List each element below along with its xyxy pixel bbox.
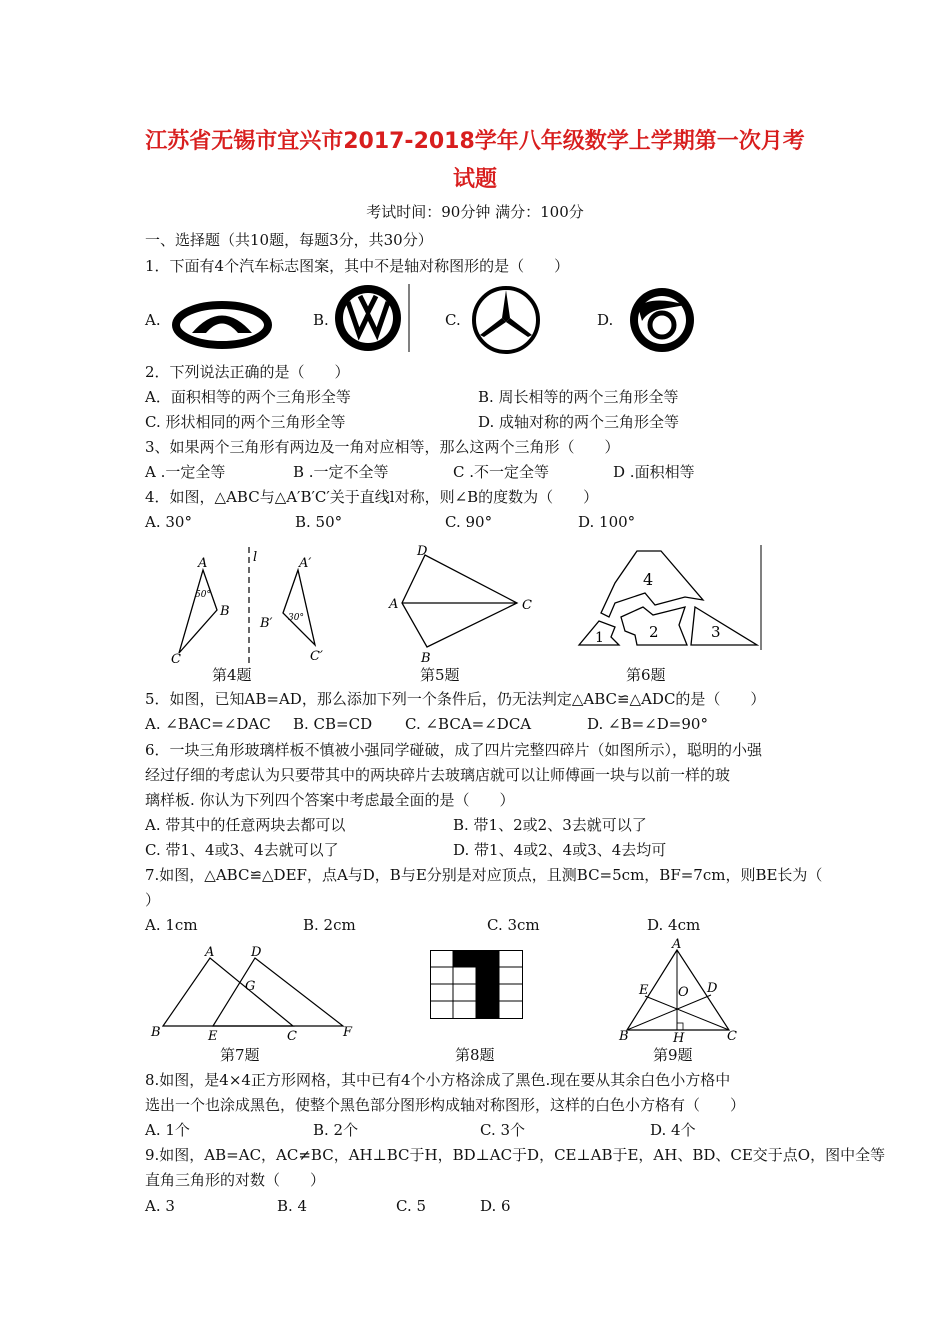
q8-option-d: D. 4个 bbox=[650, 1121, 696, 1139]
fig9-label-a: A bbox=[672, 938, 682, 952]
fig4-angle-30: 30° bbox=[288, 613, 304, 623]
q1-label-a: A. bbox=[145, 311, 161, 329]
exam-meta: 考试时间：90分钟 满分：100分 bbox=[366, 203, 584, 221]
fig4-label-c: C bbox=[171, 652, 181, 667]
fig6-caption: 第6题 bbox=[626, 666, 666, 684]
fig7-caption: 第7题 bbox=[220, 1046, 260, 1064]
fig4-label-c-prime: C′ bbox=[310, 649, 323, 664]
q8-option-b: B. 2个 bbox=[313, 1121, 359, 1139]
q3-option-d: D .面积相等 bbox=[613, 463, 695, 481]
q2-option-d: D. 成轴对称的两个三角形全等 bbox=[478, 413, 680, 431]
fig6-piece-2: 2 bbox=[649, 623, 659, 641]
q5-option-d: D. ∠B=∠D=90° bbox=[587, 715, 708, 733]
fig5-label-a: A bbox=[389, 597, 399, 612]
q6-stem-line1: 6．一块三角形玻璃样板不慎被小强同学碰破，成了四片完整四碎片（如图所示），聪明的小强 bbox=[145, 741, 763, 759]
fig7-label-f: F bbox=[343, 1025, 353, 1040]
q4-option-c: C. 90° bbox=[445, 513, 493, 531]
q7-option-b: B. 2cm bbox=[303, 916, 356, 934]
figure-7 bbox=[145, 944, 360, 1044]
fig4-angle-50: 50° bbox=[195, 590, 211, 600]
q2-option-a: A．面积相等的两个三角形全等 bbox=[145, 388, 351, 406]
q5-stem: 5．如图，已知AB=AD，那么添加下列一个条件后，仍无法判定△ABC≌△ADC的是（ ） bbox=[145, 690, 766, 708]
fig9-label-b: B bbox=[619, 1029, 629, 1043]
figure-9 bbox=[615, 938, 740, 1043]
q9-option-a: A. 3 bbox=[145, 1197, 175, 1215]
q3-option-b: B .一定不全等 bbox=[293, 463, 389, 481]
fig6-piece-4: 4 bbox=[643, 570, 654, 589]
car-logo-d bbox=[622, 285, 702, 355]
q9-option-b: B. 4 bbox=[277, 1197, 308, 1215]
figure-4 bbox=[165, 545, 335, 667]
fig9-label-c: C bbox=[727, 1029, 737, 1043]
fig5-caption: 第5题 bbox=[420, 666, 460, 684]
fig4-label-l: l bbox=[253, 550, 258, 565]
fig9-label-h: H bbox=[673, 1031, 685, 1043]
q4-stem: 4．如图，△ABC与△A′B′C′关于直线l对称，则∠B的度数为（ ） bbox=[145, 488, 599, 506]
fig7-label-a: A bbox=[205, 945, 215, 960]
q5-option-c: C. ∠BCA=∠DCA bbox=[405, 715, 532, 733]
q4-option-b: B. 50° bbox=[295, 513, 343, 531]
q2-option-c: C. 形状相同的两个三角形全等 bbox=[145, 413, 346, 431]
q5-option-a: A. ∠BAC=∠DAC bbox=[145, 715, 271, 733]
fig6-piece-1: 1 bbox=[595, 630, 604, 646]
fig6-piece-3: 3 bbox=[711, 623, 721, 641]
q3-option-c: C .不一定全等 bbox=[453, 463, 550, 481]
q2-option-b: B. 周长相等的两个三角形全等 bbox=[478, 388, 679, 406]
fig7-label-e: E bbox=[208, 1029, 218, 1044]
q9-option-c: C. 5 bbox=[396, 1197, 427, 1215]
q7-option-d: D. 4cm bbox=[647, 916, 701, 934]
q7-option-c: C. 3cm bbox=[487, 916, 540, 934]
fig7-label-d: D bbox=[251, 945, 262, 960]
q7-option-a: A. 1cm bbox=[145, 916, 198, 934]
q8-option-c: C. 3个 bbox=[480, 1121, 526, 1139]
car-logo-a bbox=[172, 300, 272, 350]
section-heading: 一、选择题（共10题，每题3分，共30分） bbox=[145, 231, 433, 249]
q5-option-b: B. CB=CD bbox=[293, 715, 373, 733]
q8-stem-line2: 选出一个也涂成黑色，使整个黑色部分图形构成轴对称图形，这样的白色小方格有（ ） bbox=[145, 1096, 746, 1114]
fig7-label-g: G bbox=[245, 979, 256, 994]
q6-option-c: C. 带1、4或3、4去就可以了 bbox=[145, 841, 339, 859]
q6-option-a: A. 带其中的任意两块去都可以 bbox=[145, 816, 346, 834]
q7-stem-line2: ） bbox=[145, 891, 161, 909]
fig5-label-b: B bbox=[421, 651, 431, 666]
car-logo-c bbox=[470, 285, 542, 355]
q6-option-b: B. 带1、2或2、3去就可以了 bbox=[453, 816, 647, 834]
fig5-label-d: D bbox=[417, 545, 428, 559]
fig4-caption: 第4题 bbox=[212, 666, 252, 684]
fig9-label-o: O bbox=[678, 985, 689, 1000]
q9-option-d: D. 6 bbox=[480, 1197, 511, 1215]
q4-option-a: A. 30° bbox=[145, 513, 192, 531]
fig9-caption: 第9题 bbox=[653, 1046, 693, 1064]
q8-stem-line1: 8.如图，是4×4正方形网格，其中已有4个小方格涂成了黑色.现在要从其余白色小方格中 bbox=[145, 1071, 731, 1089]
fig5-label-c: C bbox=[522, 598, 532, 613]
figure-5 bbox=[385, 545, 545, 667]
fig8-caption: 第8题 bbox=[455, 1046, 495, 1064]
q6-stem-line3: 璃样板. 你认为下列四个答案中考虑最全面的是（ ） bbox=[145, 791, 515, 809]
q3-option-a: A .一定全等 bbox=[145, 463, 226, 481]
figure-6 bbox=[575, 545, 765, 653]
document-title-line2: 试题 bbox=[452, 167, 497, 192]
fig4-label-a-prime: A′ bbox=[299, 556, 312, 571]
document-title-line1: 江苏省无锡市宜兴市2017-2018学年八年级数学上学期第一次月考 bbox=[145, 129, 805, 154]
q6-option-d: D. 带1、4或2、4或3、4去均可 bbox=[453, 841, 667, 859]
figure-8 bbox=[430, 950, 524, 1020]
fig9-label-d: D bbox=[707, 981, 718, 996]
q6-stem-line2: 经过仔细的考虑认为只要带其中的两块碎片去玻璃店就可以让师傅画一块与以前一样的玻 bbox=[145, 766, 731, 784]
fig4-label-b: B bbox=[220, 604, 230, 619]
q8-option-a: A. 1个 bbox=[145, 1121, 190, 1139]
q9-stem-line2: 直角三角形的对数（ ） bbox=[145, 1171, 326, 1189]
q7-stem-line1: 7.如图，△ABC≌△DEF，点A与D，B与E分别是对应顶点，且测BC=5cm，BF=7cm，则BE长为（ bbox=[145, 866, 823, 884]
fig7-label-c: C bbox=[287, 1029, 297, 1044]
q1-label-c: C. bbox=[445, 311, 461, 329]
fig4-label-a: A bbox=[198, 556, 208, 571]
fig4-label-b-prime: B′ bbox=[260, 616, 273, 631]
q2-stem: 2．下列说法正确的是（ ） bbox=[145, 363, 350, 381]
q1-label-d: D. bbox=[597, 311, 614, 329]
q4-option-d: D. 100° bbox=[578, 513, 636, 531]
fig7-label-b: B bbox=[151, 1025, 161, 1040]
car-logo-b bbox=[330, 282, 412, 354]
q9-stem-line1: 9.如图，AB=AC，AC≠BC，AH⊥BC于H，BD⊥AC于D，CE⊥AB于E，AH、BD、CE交于点O，图中全等 bbox=[145, 1146, 886, 1164]
q3-stem: 3、如果两个三角形有两边及一角对应相等，那么这两个三角形（ ） bbox=[145, 438, 620, 456]
q1-stem: 1．下面有4个汽车标志图案，其中不是轴对称图形的是（ ） bbox=[145, 257, 570, 275]
q1-label-b: B. bbox=[313, 311, 329, 329]
fig9-label-e: E bbox=[639, 983, 649, 998]
